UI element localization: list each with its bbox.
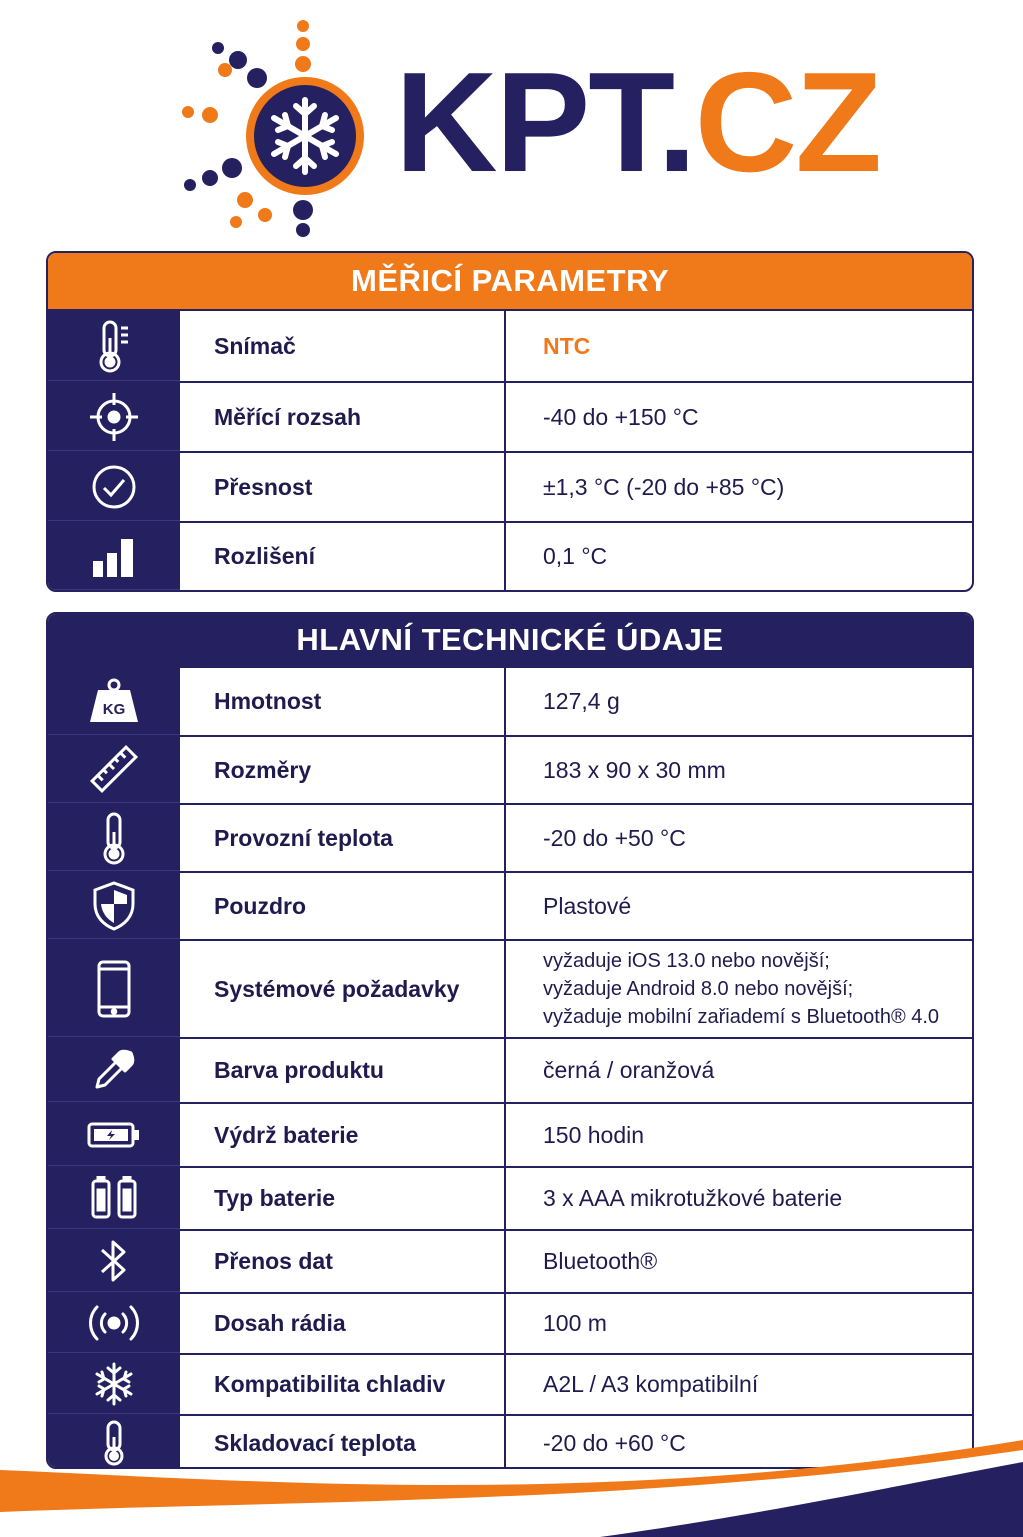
section-title: HLAVNÍ TECHNICKÉ ÚDAJE [48, 614, 972, 666]
crosshair-icon [48, 383, 180, 451]
row-value: -40 do +150 °C [543, 403, 699, 430]
row-label: Systémové požadavky [180, 941, 506, 1037]
row-value: ±1,3 °C (-20 do +85 °C) [543, 473, 785, 500]
smartphone-icon [48, 941, 180, 1037]
table-row [48, 871, 972, 939]
eyedropper-icon [48, 1039, 180, 1102]
row-label: Hmotnost [180, 668, 506, 735]
row-label: Kompatibilita chladiv [180, 1355, 506, 1414]
row-value: NTC [543, 332, 591, 359]
table-row [48, 666, 972, 735]
bluetooth-icon [48, 1231, 180, 1292]
logo-wordmark: KPT.CZ [395, 43, 881, 202]
signal-bars-icon [48, 523, 180, 590]
table-row [48, 1292, 972, 1353]
row-value: Plastové [543, 892, 632, 919]
row-label: Rozměry [180, 737, 506, 803]
row-value: -20 do +50 °C [543, 824, 686, 851]
logo-sun-snowflake-icon [0, 0, 390, 245]
row-value: A2L / A3 kompatibilní [543, 1371, 759, 1397]
row-label: Přenos dat [180, 1231, 506, 1292]
row-value: -20 do +60 °C [543, 1430, 686, 1456]
row-value: 183 x 90 x 30 mm [543, 756, 726, 783]
table-row [48, 1353, 972, 1414]
radio-signal-icon [48, 1294, 180, 1353]
footer-wave-decoration [0, 1440, 1023, 1537]
row-label: Barva produktu [180, 1039, 506, 1102]
shield-icon [48, 873, 180, 939]
svg-text:KG: KG [102, 701, 126, 718]
row-value: 100 m [543, 1310, 607, 1336]
row-value [506, 941, 972, 1037]
value-line: vyžaduje mobilní zařiademí s Bluetooth® 4.0 [543, 1006, 940, 1028]
row-label: Přesnost [180, 453, 506, 521]
value-line: vyžaduje iOS 13.0 nebo novější; [543, 950, 830, 972]
weight-icon [48, 668, 180, 735]
row-value: černá / oranžová [543, 1057, 715, 1083]
row-value: Bluetooth® [543, 1248, 658, 1274]
table-row [48, 803, 972, 871]
row-value: 0,1 °C [543, 543, 608, 569]
battery-icon [48, 1104, 180, 1166]
thermometer-icon [48, 311, 180, 381]
logo [0, 0, 1023, 245]
table-row [48, 451, 972, 521]
row-label: Výdrž baterie [180, 1104, 506, 1166]
table-row [48, 521, 972, 590]
value-line: vyžaduje Android 8.0 nebo novější; [543, 978, 854, 1000]
row-value: 3 x AAA mikrotužkové baterie [543, 1185, 843, 1211]
batteries-icon [48, 1168, 180, 1229]
row-label: Typ baterie [180, 1168, 506, 1229]
row-label: Rozlišení [180, 523, 506, 590]
row-label: Skladovací teplota [180, 1416, 506, 1469]
row-label: Dosah rádia [180, 1294, 506, 1353]
table-row [48, 1102, 972, 1166]
row-value: 127,4 g [543, 688, 620, 714]
ruler-icon [48, 737, 180, 803]
snowflake-icon [48, 1355, 180, 1414]
thermometer-icon [48, 805, 180, 871]
table-row [48, 1166, 972, 1229]
table-row [48, 309, 972, 381]
main-technical-data-table [46, 612, 974, 1469]
row-label: Snímač [180, 311, 506, 381]
section-title: MĚŘICÍ PARAMETRY [48, 253, 972, 309]
row-label: Pouzdro [180, 873, 506, 939]
table-row [48, 381, 972, 451]
check-circle-icon [48, 453, 180, 521]
row-label: Měřící rozsah [180, 383, 506, 451]
measuring-parameters-table [46, 251, 974, 592]
table-row [48, 1229, 972, 1292]
table-row [48, 939, 972, 1037]
table-row [48, 735, 972, 803]
table-row [48, 1037, 972, 1102]
row-label: Provozní teplota [180, 805, 506, 871]
row-value: 150 hodin [543, 1121, 645, 1148]
